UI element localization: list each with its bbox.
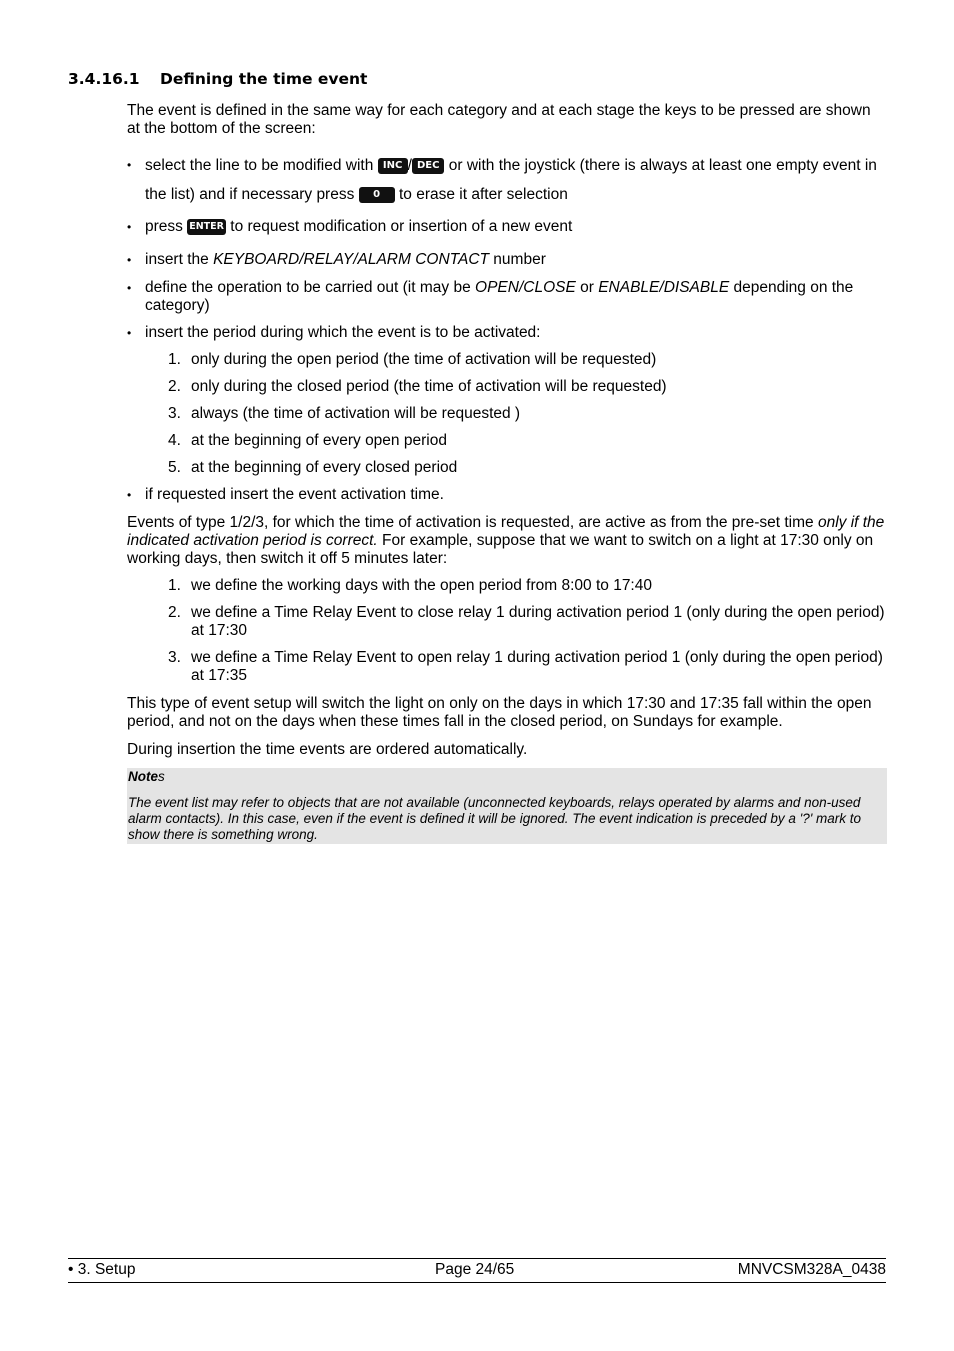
list-item xyxy=(127,351,887,369)
bullet-text: define the operation to be carried out (it may be xyxy=(145,279,471,296)
item-text: only during the closed period (the time of activation will be requested) xyxy=(191,378,667,395)
item-number: 1. xyxy=(168,577,181,594)
inc-key-icon: INC xyxy=(378,158,408,174)
footer-page-number: Page 24/65 xyxy=(435,1261,515,1278)
intro-paragraph: The event is defined in the same way for each category and at each stage the keys to be pressed are shown at the bottom of the screen: xyxy=(127,102,871,137)
bullet-italic-text: ENABLE/DISABLE xyxy=(598,279,730,296)
section-number: 3.4.16.1 xyxy=(68,70,140,88)
list-item xyxy=(127,432,887,450)
list-item xyxy=(127,459,887,477)
footer-document-code: MNVCSM328A_0438 xyxy=(737,1261,886,1278)
notes-text: The event list may refer to objects that are not available (unconnected keyboards, relays operated by alarms and non-used alarm contacts). In this case, even if the event is defined it will be ignored. The event indication is preceded by a '?' mark to show there is something wrong. xyxy=(128,795,862,842)
paragraph-text: Events of type 1/2/3, for which the time of activation is requested, are active as from the pre-set time xyxy=(127,514,814,531)
example-steps-list xyxy=(127,577,887,685)
section-title: Defining the time event xyxy=(160,70,368,88)
bullet-italic-text: OPEN/CLOSE xyxy=(475,279,576,296)
footer-bottom-rule xyxy=(68,1282,886,1283)
item-text: at the beginning of every closed period xyxy=(191,459,458,476)
footer-section: • 3. Setup xyxy=(68,1261,136,1278)
bullet-define-operation xyxy=(127,279,887,315)
notes-title-rest: s xyxy=(158,769,165,784)
item-text: always (the time of activation will be requested ) xyxy=(191,405,521,422)
bullet-text: to request modification or insertion of a new event xyxy=(230,218,573,235)
item-text: at the beginning of every open period xyxy=(191,432,447,449)
bullet-activation-time xyxy=(127,486,887,504)
bullet-text: depending on the category) xyxy=(145,279,854,314)
notes-title xyxy=(128,768,885,785)
bullet-press-enter xyxy=(127,218,887,236)
setup-paragraph: This type of event setup will switch the light on only on the days in which 17:30 and 17:35 fall within the open period, and not on the days when these times fall in the closed period, on Sundays for example. xyxy=(127,695,872,730)
bullet-italic-text: KEYBOARD/RELAY/ALARM CONTACT xyxy=(213,251,489,268)
paragraph-text: For example, suppose that we want to switch on a light at 17:30 only on working days, then switch it off 5 minutes later: xyxy=(127,532,874,567)
bullet-text: if requested insert the event activation time. xyxy=(145,486,444,503)
list-item xyxy=(127,378,887,396)
notes-box xyxy=(127,768,887,844)
bullet-text: or xyxy=(580,279,594,296)
zero-key-icon: 0 xyxy=(359,187,395,203)
item-number: 2. xyxy=(168,378,181,395)
item-number: 4. xyxy=(168,432,181,449)
bullet-insert-period xyxy=(127,324,887,342)
item-number: 5. xyxy=(168,459,181,476)
list-item xyxy=(127,649,887,685)
dec-key-icon: DEC xyxy=(412,158,444,174)
section-heading xyxy=(68,70,367,88)
order-paragraph: During insertion the time events are ordered automatically. xyxy=(127,741,528,758)
bullet-insert-number xyxy=(127,251,887,269)
bullet-text: insert the xyxy=(145,251,209,268)
main-content xyxy=(127,102,887,844)
list-item xyxy=(127,577,887,595)
list-item xyxy=(127,604,887,640)
bullet-text: or with the joystick (there is always at least one empty event in the list) and if necessary press xyxy=(145,157,877,203)
events-paragraph xyxy=(127,514,887,568)
paragraph-italic-text: only if the indicated activation period is correct. xyxy=(127,514,885,549)
item-number: 1. xyxy=(168,351,181,368)
bullet-text: to erase it after selection xyxy=(398,186,568,203)
item-text: we define the working days with the open period from 8:00 to 17:40 xyxy=(191,577,652,594)
period-list xyxy=(127,351,887,477)
notes-title-bold: Note xyxy=(128,769,158,784)
list-item xyxy=(127,405,887,423)
bullet-text: press xyxy=(145,218,183,235)
item-number: 3. xyxy=(168,649,181,666)
bullet-text: number xyxy=(493,251,546,268)
item-number: 3. xyxy=(168,405,181,422)
item-number: 2. xyxy=(168,604,181,621)
enter-key-icon: ENTER xyxy=(187,219,226,235)
bullet-select-line xyxy=(127,151,887,209)
item-text: we define a Time Relay Event to close relay 1 during activation period 1 (only during the open period) at 17:30 xyxy=(191,604,885,639)
item-text: only during the open period (the time of activation will be requested) xyxy=(191,351,657,368)
bullet-text: select the line to be modified with xyxy=(145,157,374,174)
footer-top-rule xyxy=(68,1258,886,1259)
key-separator: / xyxy=(407,157,412,174)
bullet-text: insert the period during which the event is to be activated: xyxy=(145,324,541,341)
item-text: we define a Time Relay Event to open relay 1 during activation period 1 (only during the open period) at 17:35 xyxy=(191,649,883,684)
